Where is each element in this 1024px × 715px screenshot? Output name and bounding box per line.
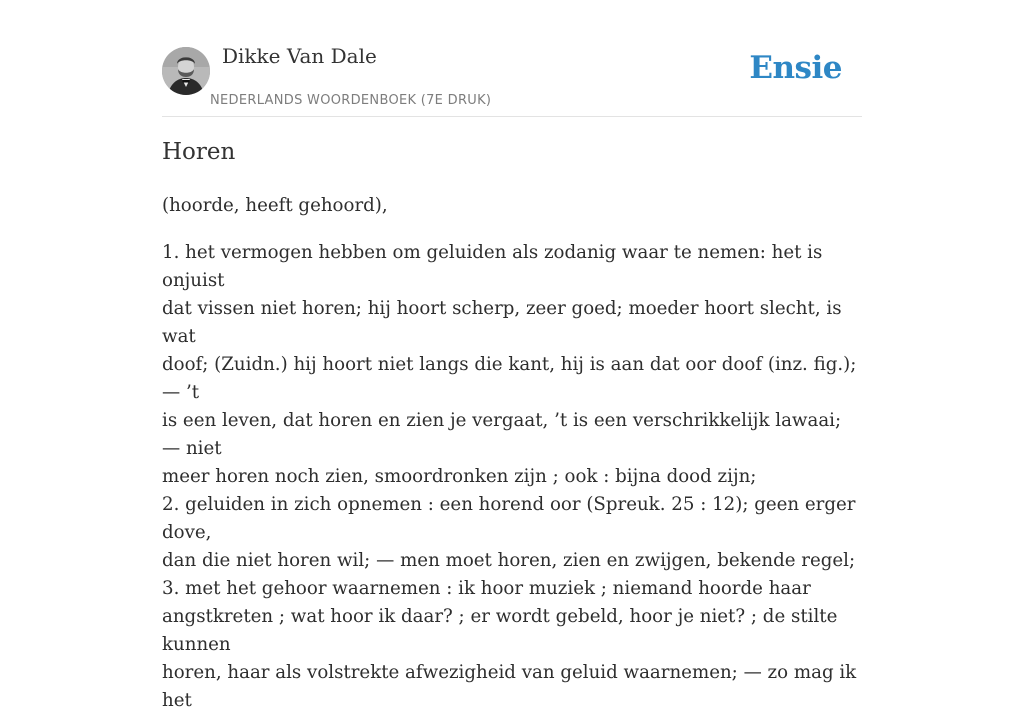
- definition-line: doof; (Zuidn.) hij hoort niet langs die kant, hij is aan dat oor doof (inz. fig.); — ’t: [162, 354, 857, 403]
- definition-line: meer horen noch zien, smoordronken zijn ; ook : bijna dood zijn;: [162, 466, 757, 487]
- entry-header: [162, 0, 862, 117]
- entry-title: Horen: [162, 139, 236, 165]
- author-avatar[interactable]: [162, 47, 210, 95]
- definition-line: 1. het vermogen hebben om geluiden als zodanig waar te nemen: het is onjuist: [162, 242, 823, 291]
- portrait-image: [162, 47, 210, 95]
- definition-line: is een leven, dat horen en zien je vergaat, ’t is een verschrikkelijk lawaai; — niet: [162, 410, 842, 459]
- definition-line: 3. met het gehoor waarnemen : ik hoor muziek ; niemand hoorde haar: [162, 578, 811, 599]
- definition-line: dan die niet horen wil; — men moet horen, zien en zwijgen, bekende regel;: [162, 550, 856, 571]
- author-name[interactable]: Dikke Van Dale: [222, 44, 377, 68]
- entry-card: [162, 0, 862, 711]
- definition-line: 2. geluiden in zich opnemen : een horend oor (Spreuk. 25 : 12); geen erger dove,: [162, 494, 856, 543]
- definition-text: [162, 239, 862, 715]
- entry-intro: (hoorde, heeft gehoord),: [162, 195, 388, 216]
- source-label[interactable]: NEDERLANDS WOORDENBOEK (7E DRUK): [210, 93, 492, 108]
- definition-line: angstkreten ; wat hoor ik daar? ; er wordt gebeld, hoor je niet? ; de stilte kunnen: [162, 606, 838, 655]
- definition-line: horen, haar als volstrekte afwezigheid van geluid waarnemen; — zo mag ik het: [162, 662, 857, 711]
- brand-logo[interactable]: Ensie: [749, 50, 842, 86]
- entry-body: [162, 192, 862, 715]
- definition-line: dat vissen niet horen; hij hoort scherp, zeer goed; moeder hoort slecht, is wat: [162, 298, 842, 347]
